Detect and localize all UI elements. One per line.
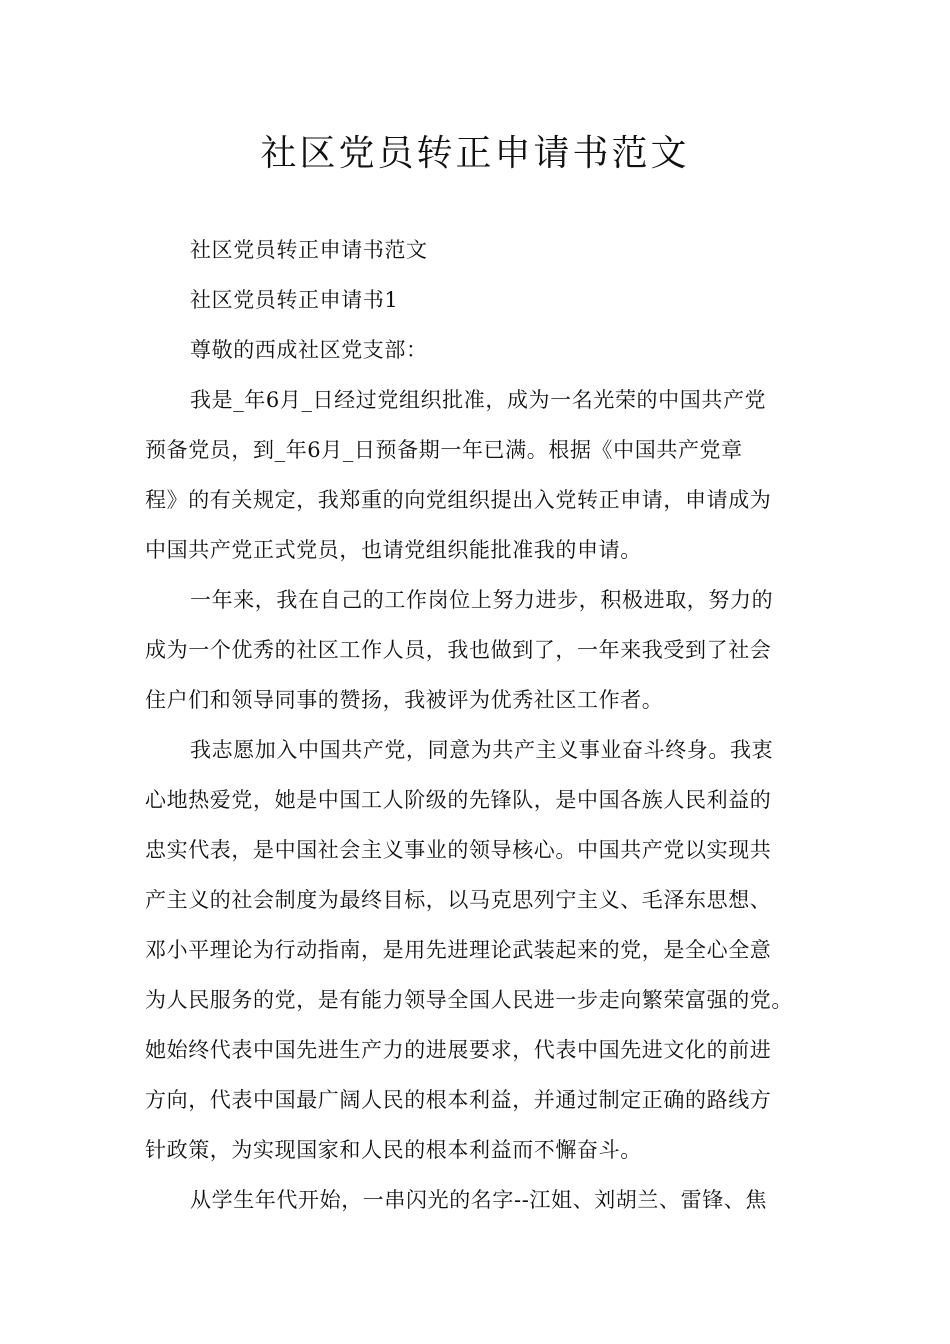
text-line: 心地热爱党，她是中国工人阶级的先锋队，是中国各族人民利益的 <box>145 788 772 812</box>
text-line: 社区党员转正申请书范文 <box>190 238 428 262</box>
text-line: 忠实代表，是中国社会主义事业的领导核心。中国共产党以实现共 <box>145 838 772 862</box>
text-line: 一年来，我在自己的工作岗位上努力进步，积极进取，努力的 <box>190 588 774 612</box>
text-line: 她始终代表中国先进生产力的进展要求，代表中国先进文化的前进 <box>145 1038 772 1062</box>
text-line: 住户们和领导同事的赞扬，我被评为优秀社区工作者。 <box>145 688 664 712</box>
text-line: 邓小平理论为行动指南，是用先进理论武装起来的党，是全心全意 <box>145 938 772 962</box>
text-line: 成为一个优秀的社区工作人员，我也做到了，一年来我受到了社会 <box>145 638 772 662</box>
document-title: 社区党员转正申请书范文 <box>260 133 690 174</box>
text-line: 从学生年代开始，一串闪光的名字--江姐、刘胡兰、雷锋、焦 <box>190 1188 767 1212</box>
text-line: 预备党员，到_年6月_日预备期一年已满。根据《中国共产党章 <box>145 438 743 462</box>
text-line: 程》的有关规定，我郑重的向党组织提出入党转正申请，申请成为 <box>145 488 772 512</box>
text-line: 方向，代表中国最广阔人民的根本利益，并通过制定正确的路线方 <box>145 1088 772 1112</box>
text-line: 我志愿加入中国共产党，同意为共产主义事业奋斗终身。我衷 <box>190 738 774 762</box>
text-line: 针政策，为实现国家和人民的根本利益而不懈奋斗。 <box>145 1138 642 1162</box>
text-line: 为人民服务的党，是有能力领导全国人民进一步走向繁荣富强的党。 <box>145 988 793 1012</box>
text-line: 尊敬的西成社区党支部： <box>190 338 428 362</box>
text-line: 社区党员转正申请书1 <box>190 288 399 312</box>
text-line: 产主义的社会制度为最终目标，以马克思列宁主义、毛泽东思想、 <box>145 888 772 912</box>
text-line: 中国共产党正式党员，也请党组织能批准我的申请。 <box>145 538 642 562</box>
text-line: 我是_年6月_日经过党组织批准，成为一名光荣的中国共产党 <box>190 388 767 412</box>
